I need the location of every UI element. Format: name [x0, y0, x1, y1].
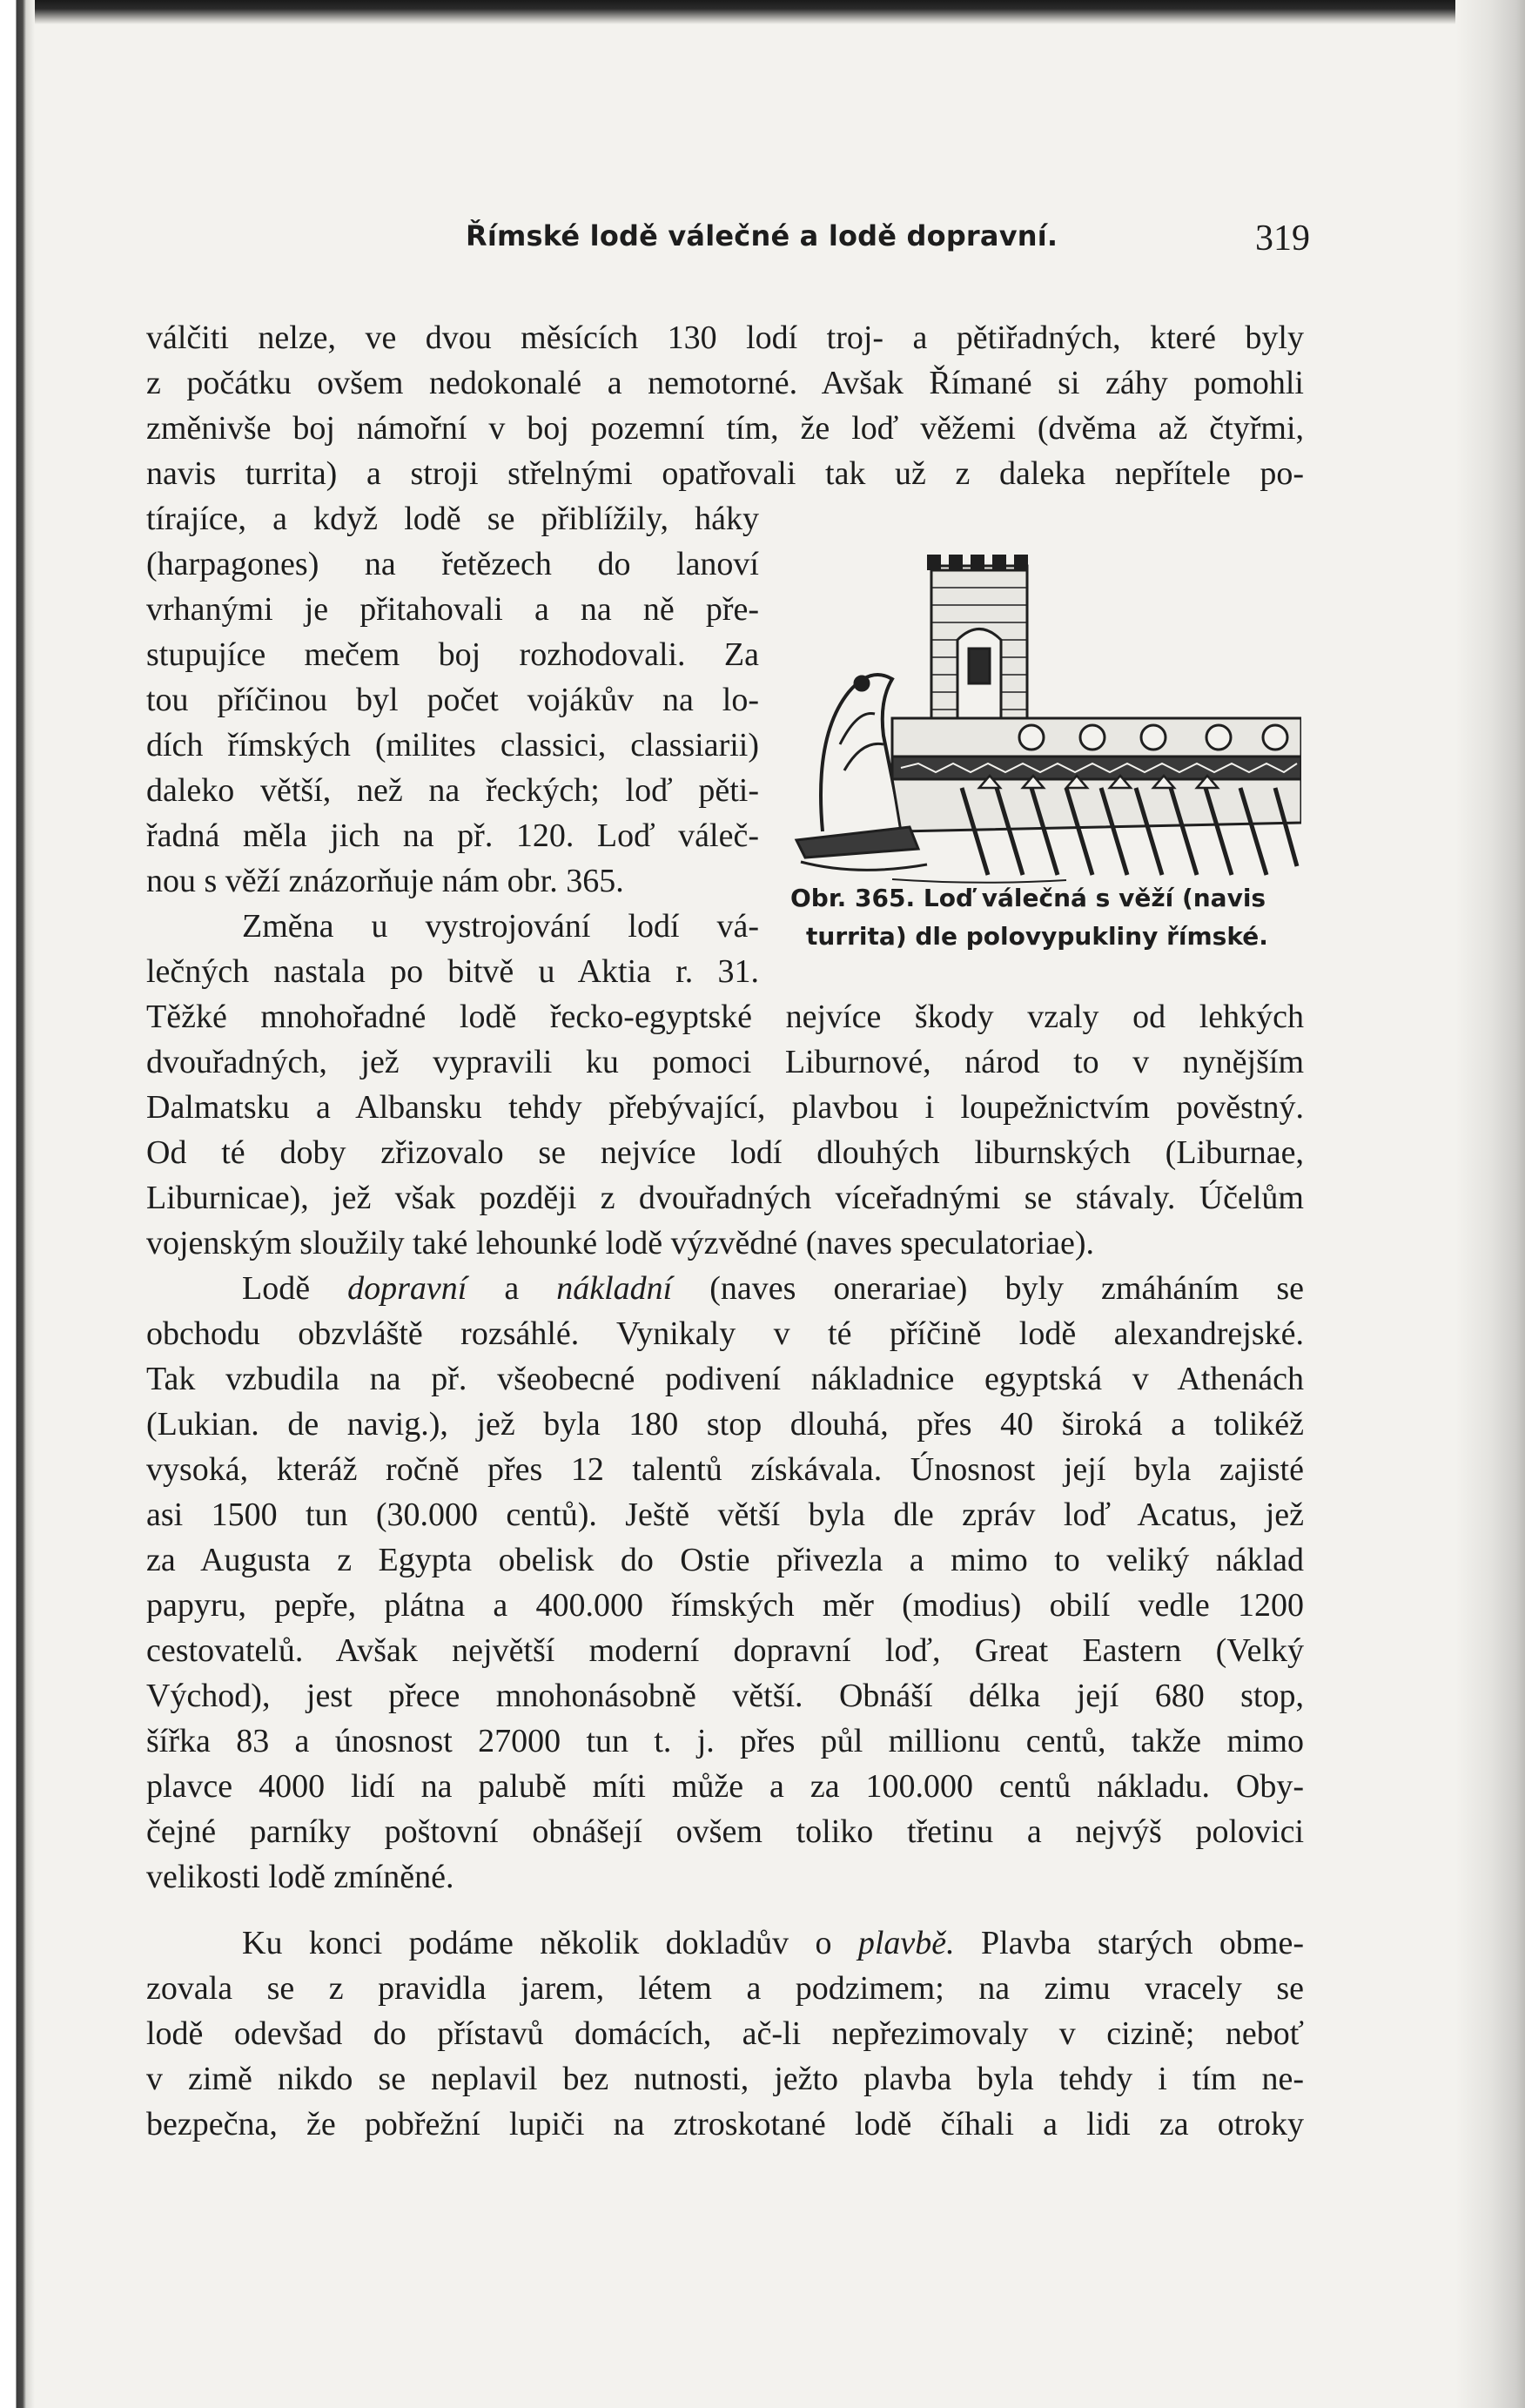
- figure-caption: [790, 879, 1304, 956]
- emphasis-text: nákladní: [556, 1270, 673, 1307]
- text-line: Od té doby zřizovalo se nejvíce lodí dlouhých liburnských (Liburnae,: [146, 1134, 1304, 1171]
- text-line: změnivše boj námořní v boj pozemní tím, že loď věžemi (dvěma až čtyřmi,: [146, 410, 1304, 447]
- text-line: vrhanými je přitahovali a na ně pře-: [146, 591, 759, 628]
- text-line: navis turrita) a stroji střelnými opatřovali tak už z daleka nepřítele po-: [146, 455, 1304, 492]
- text-line: dích římských (milites classici, classiarii): [146, 727, 759, 763]
- text-line: (harpagones) na řetězech do lanoví: [146, 546, 759, 582]
- text-line: stupujíce mečem boj rozhodovali. Za: [146, 636, 759, 673]
- text-line: čejné parníky poštovní obnášejí ovšem toliko třetinu a nejvýš polovici: [146, 1813, 1304, 1850]
- text-line: velikosti lodě zmíněné.: [146, 1859, 454, 1895]
- caption-line: Obr. 365. Loď válečná s věží (navis: [790, 884, 1266, 912]
- text-line: tou příčinou byl počet vojákův na lo-: [146, 682, 759, 718]
- text-line: cestovatelů. Avšak největší moderní dopravní loď, Great Eastern (Velký: [146, 1632, 1304, 1669]
- text-line: Tak vzbudila na př. všeobecné podivení nákladnice egyptská v Athenách: [146, 1361, 1304, 1397]
- text-line: Dalmatsku a Albansku tehdy přebývající, plavbou i loupežnictvím pověstný.: [146, 1089, 1304, 1126]
- text-line: Změna u vystrojování lodí vá-: [242, 908, 759, 945]
- text-line: nou s věží znázorňuje nám obr. 365.: [146, 863, 624, 899]
- text-line: z počátku ovšem nedokonalé a nemotorné. Avšak Římané si záhy pomohli: [146, 365, 1304, 401]
- text-line: (Lukian. de navig.), jež byla 180 stop dlouhá, přes 40 široká a tolikéž: [146, 1406, 1304, 1443]
- running-title: Římské lodě válečné a lodě dopravní.: [466, 219, 1058, 252]
- text-line: šířka 83 a únosnost 27000 tun t. j. přes půl millionu centů, takže mimo: [146, 1723, 1304, 1759]
- text-line: [146, 1266, 1304, 1311]
- text-line: dvouřadných, jež vypravili ku pomoci Liburnové, národ to v nynějším: [146, 1044, 1304, 1080]
- text-span: Ku konci podáme několik dokladův o: [242, 1925, 858, 1961]
- text-line: vojenským sloužily také lehounké lodě výzvědné (naves speculatoriae).: [146, 1225, 1094, 1261]
- text-span: Plavba starých obme-: [954, 1925, 1305, 1961]
- text-line: lečných nastala po bitvě u Aktia r. 31.: [146, 953, 759, 990]
- text-line: papyru, pepře, plátna a 400.000 římských měr (modius) obilí vedle 1200: [146, 1587, 1304, 1624]
- text-line: v zimě nikdo se neplavil bez nutnosti, ježto plavba byla tehdy i tím ne-: [146, 2061, 1304, 2097]
- text-line: zovala se z pravidla jarem, létem a podzimem; na zimu vracely se: [146, 1970, 1304, 2007]
- scan-edge-right: [1455, 0, 1525, 2408]
- text-span: Lodě: [242, 1270, 348, 1307]
- text-line: válčiti nelze, ve dvou měsících 130 lodí troj- a pětiřadných, které byly: [146, 319, 1304, 356]
- text-line: Těžké mnohořadné lodě řecko-egyptské nejvíce škody vzaly od lehkých: [146, 999, 1304, 1035]
- text-line: bezpečna, že pobřežní lupiči na ztroskotané lodě číhali a lidi za otroky: [146, 2106, 1304, 2142]
- caption-line: turrita) dle polovypukliny římské.: [806, 922, 1268, 951]
- warship-illustration: [788, 535, 1301, 901]
- text-line: plavce 4000 lidí na palubě míti může a za 100.000 centů nákladu. Oby-: [146, 1768, 1304, 1805]
- text-span: a: [467, 1270, 557, 1307]
- text-line: Liburnicae), jež však později z dvouřadných víceřadnými se stávaly. Účelům: [146, 1180, 1304, 1216]
- text-line: řadná měla jich na př. 120. Loď váleč-: [146, 817, 759, 854]
- text-line: lodě odevšad do přístavů domácích, ač-li nepřezimovaly v cizině; neboť: [146, 2015, 1304, 2052]
- emphasis-text: plavbě.: [857, 1925, 955, 1961]
- text-line: daleko větší, než na řeckých; loď pěti-: [146, 772, 759, 809]
- text-span: (naves onerariae) byly zmáháním se: [672, 1270, 1304, 1307]
- text-line: vysoká, kteráž ročně přes 12 talentů získávala. Únosnost její byla zajisté: [146, 1451, 1304, 1488]
- text-line: [146, 1920, 1304, 1966]
- scan-edge-top: [0, 0, 1525, 24]
- scan-edge-left: [0, 0, 35, 2408]
- text-line: asi 1500 tun (30.000 centů). Ještě větší byla dle zpráv loď Acatus, jež: [146, 1497, 1304, 1533]
- text-line: Východ), jest přece mnohonásobně větší. Obnáší délka její 680 stop,: [146, 1678, 1304, 1714]
- text-line: tírajíce, a když lodě se přiblížily, háky: [146, 501, 759, 537]
- emphasis-text: dopravní: [347, 1270, 467, 1307]
- text-line: za Augusta z Egypta obelisk do Ostie přivezla a mimo to veliký náklad: [146, 1542, 1304, 1578]
- text-line: obchodu obzvláště rozsáhlé. Vynikaly v té příčině lodě alexandrejské.: [146, 1315, 1304, 1352]
- page-number: 319: [1255, 219, 1310, 259]
